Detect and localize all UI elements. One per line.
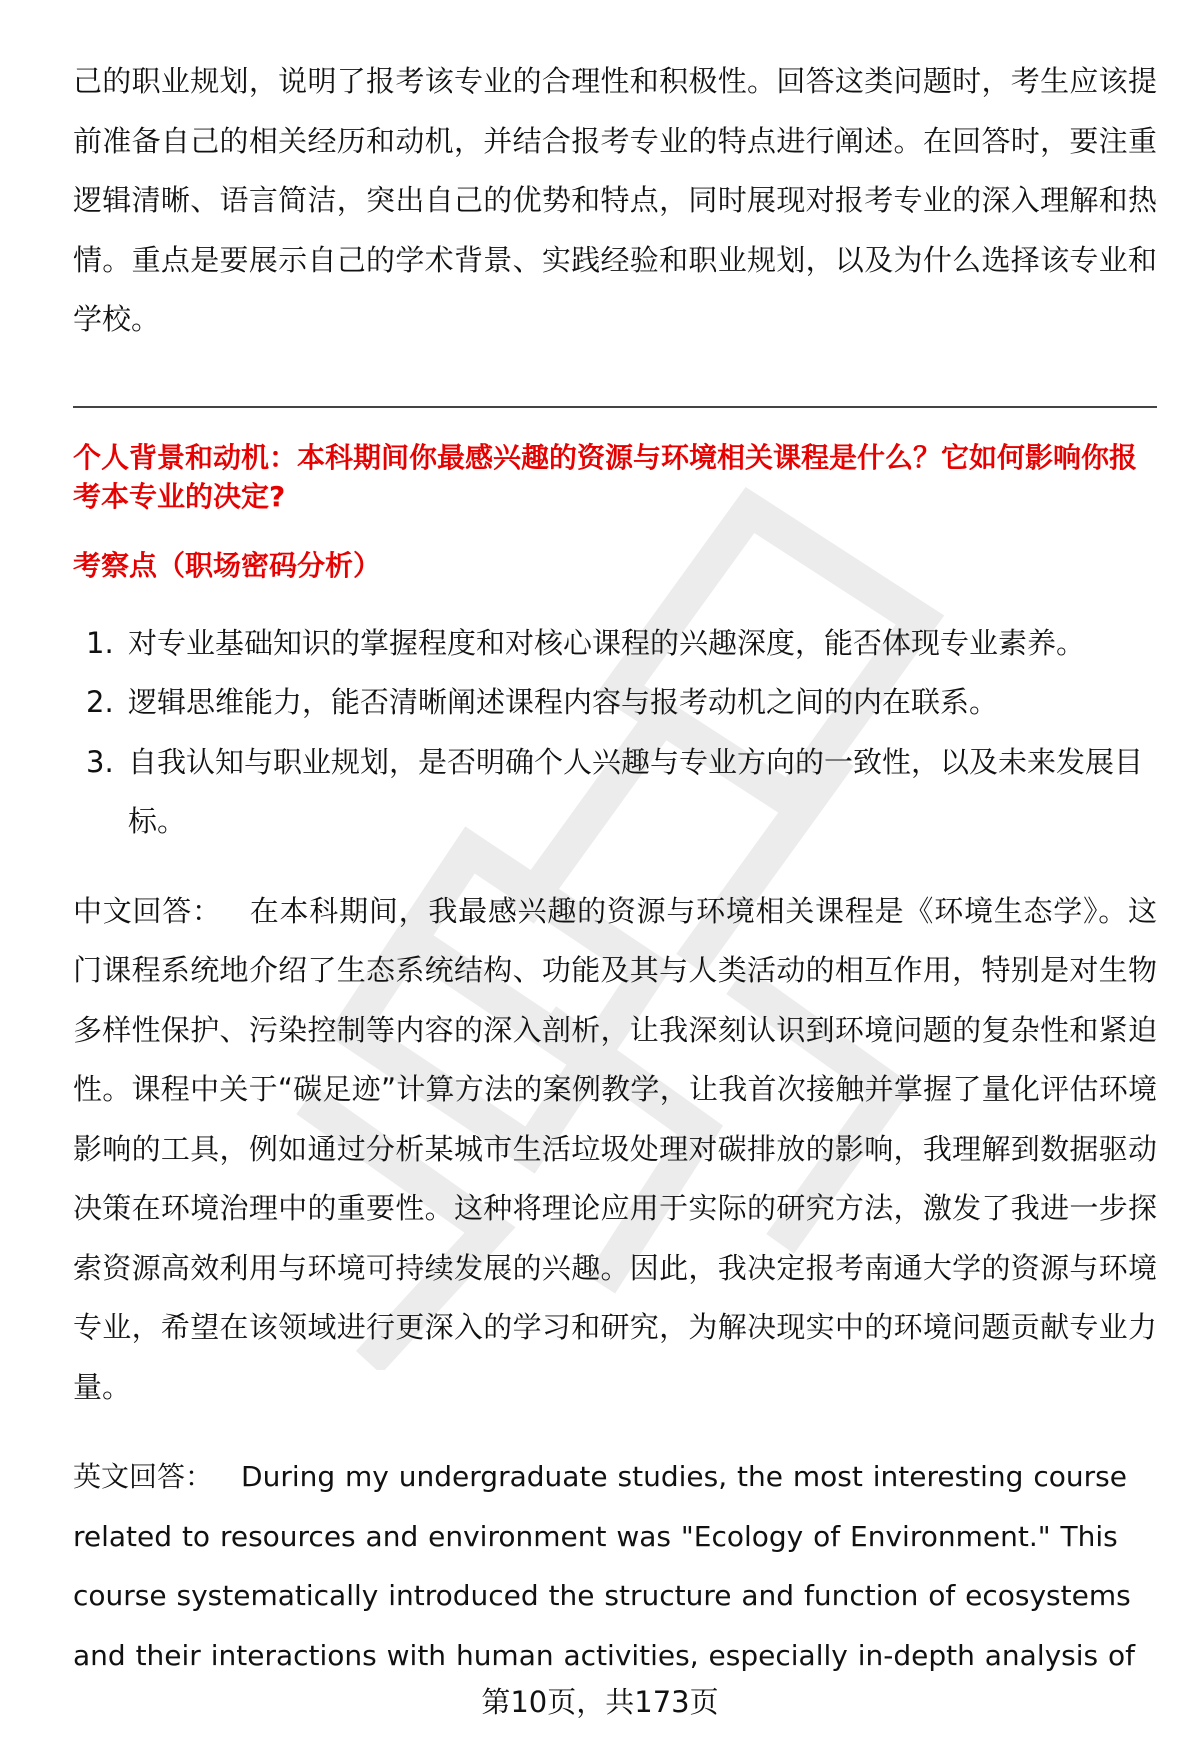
english-answer-label: 英文回答： — [73, 1460, 214, 1493]
list-item-number: 3. — [86, 744, 114, 779]
assessment-points-title: 考察点（职场密码分析） — [73, 548, 382, 582]
list-item-number: 1. — [86, 625, 114, 660]
chinese-answer-text: 在本科期间，我最感兴趣的资源与环境相关课程是《环境生态学》。这门课程系统地介绍了生态系统结构、功能及其与人类活动的相互作用，特别是对生物多样性保护、污染控制等内容的深入剖析，让我深刻认识到环境问题的复杂性和紧迫性。课程中关于“碳足迹”计算方法的案例教学，让我首次接触并掌握了量化评估环境影响的工具，例如通过分析某城市生活垃圾处理对碳排放的影响，我理解到数据驱动决策在环境治理中的重要性。这种将理论应用于实际的研究方法，激发了我进一步探索资源高效利用与环境可持续发展的兴趣。因此，我决定报考南通大学的资源与环境专业，希望在该领域进行更深入的学习和研究，为解决现实中的环境问题贡献专业力量。 — [73, 893, 1157, 1404]
chinese-answer — [73, 882, 1157, 1418]
intro-paragraph: 己的职业规划，说明了报考该专业的合理性和积极性。回答这类问题时，考生应该提前准备自己的相关经历和动机，并结合报考专业的特点进行阐述。在回答时，要注重逻辑清晰、语言简洁，突出自己的优势和特点，同时展现对报考专业的深入理解和热情。重点是要展示自己的学术背景、实践经验和职业规划，以及为什么选择该专业和学校。 — [73, 64, 1157, 336]
list-item-number: 2. — [86, 685, 114, 719]
section-divider — [73, 406, 1157, 408]
list-item — [73, 614, 1157, 674]
question-heading: 个人背景和动机：本科期间你最感兴趣的资源与环境相关课程是什么？它如何影响你报考本专业的决定? — [73, 440, 1138, 513]
document-page — [73, 52, 1157, 1685]
list-item-text: 对专业基础知识的掌握程度和对核心课程的兴趣深度，能否体现专业素养。 — [128, 625, 1086, 660]
english-answer-text: During my undergraduate studies, the most interesting course related to resources and environment was "Ecology of Environment." This course systematically introduced the structure and function of ecosystems and their interactions with human activities, especially in-depth analysis of — [73, 1460, 1136, 1672]
list-item — [73, 673, 1157, 733]
page-number: 第10页，共173页 — [481, 1685, 719, 1719]
list-item — [73, 733, 1157, 852]
list-item-text: 逻辑思维能力，能否清晰阐述课程内容与报考动机之间的内在联系。 — [128, 685, 999, 719]
chinese-answer-label: 中文回答： — [73, 893, 222, 928]
list-item-text: 自我认知与职业规划，是否明确个人兴趣与专业方向的一致性，以及未来发展目标。 — [128, 744, 1144, 838]
english-answer — [73, 1447, 1157, 1685]
assessment-points-list — [73, 614, 1157, 852]
